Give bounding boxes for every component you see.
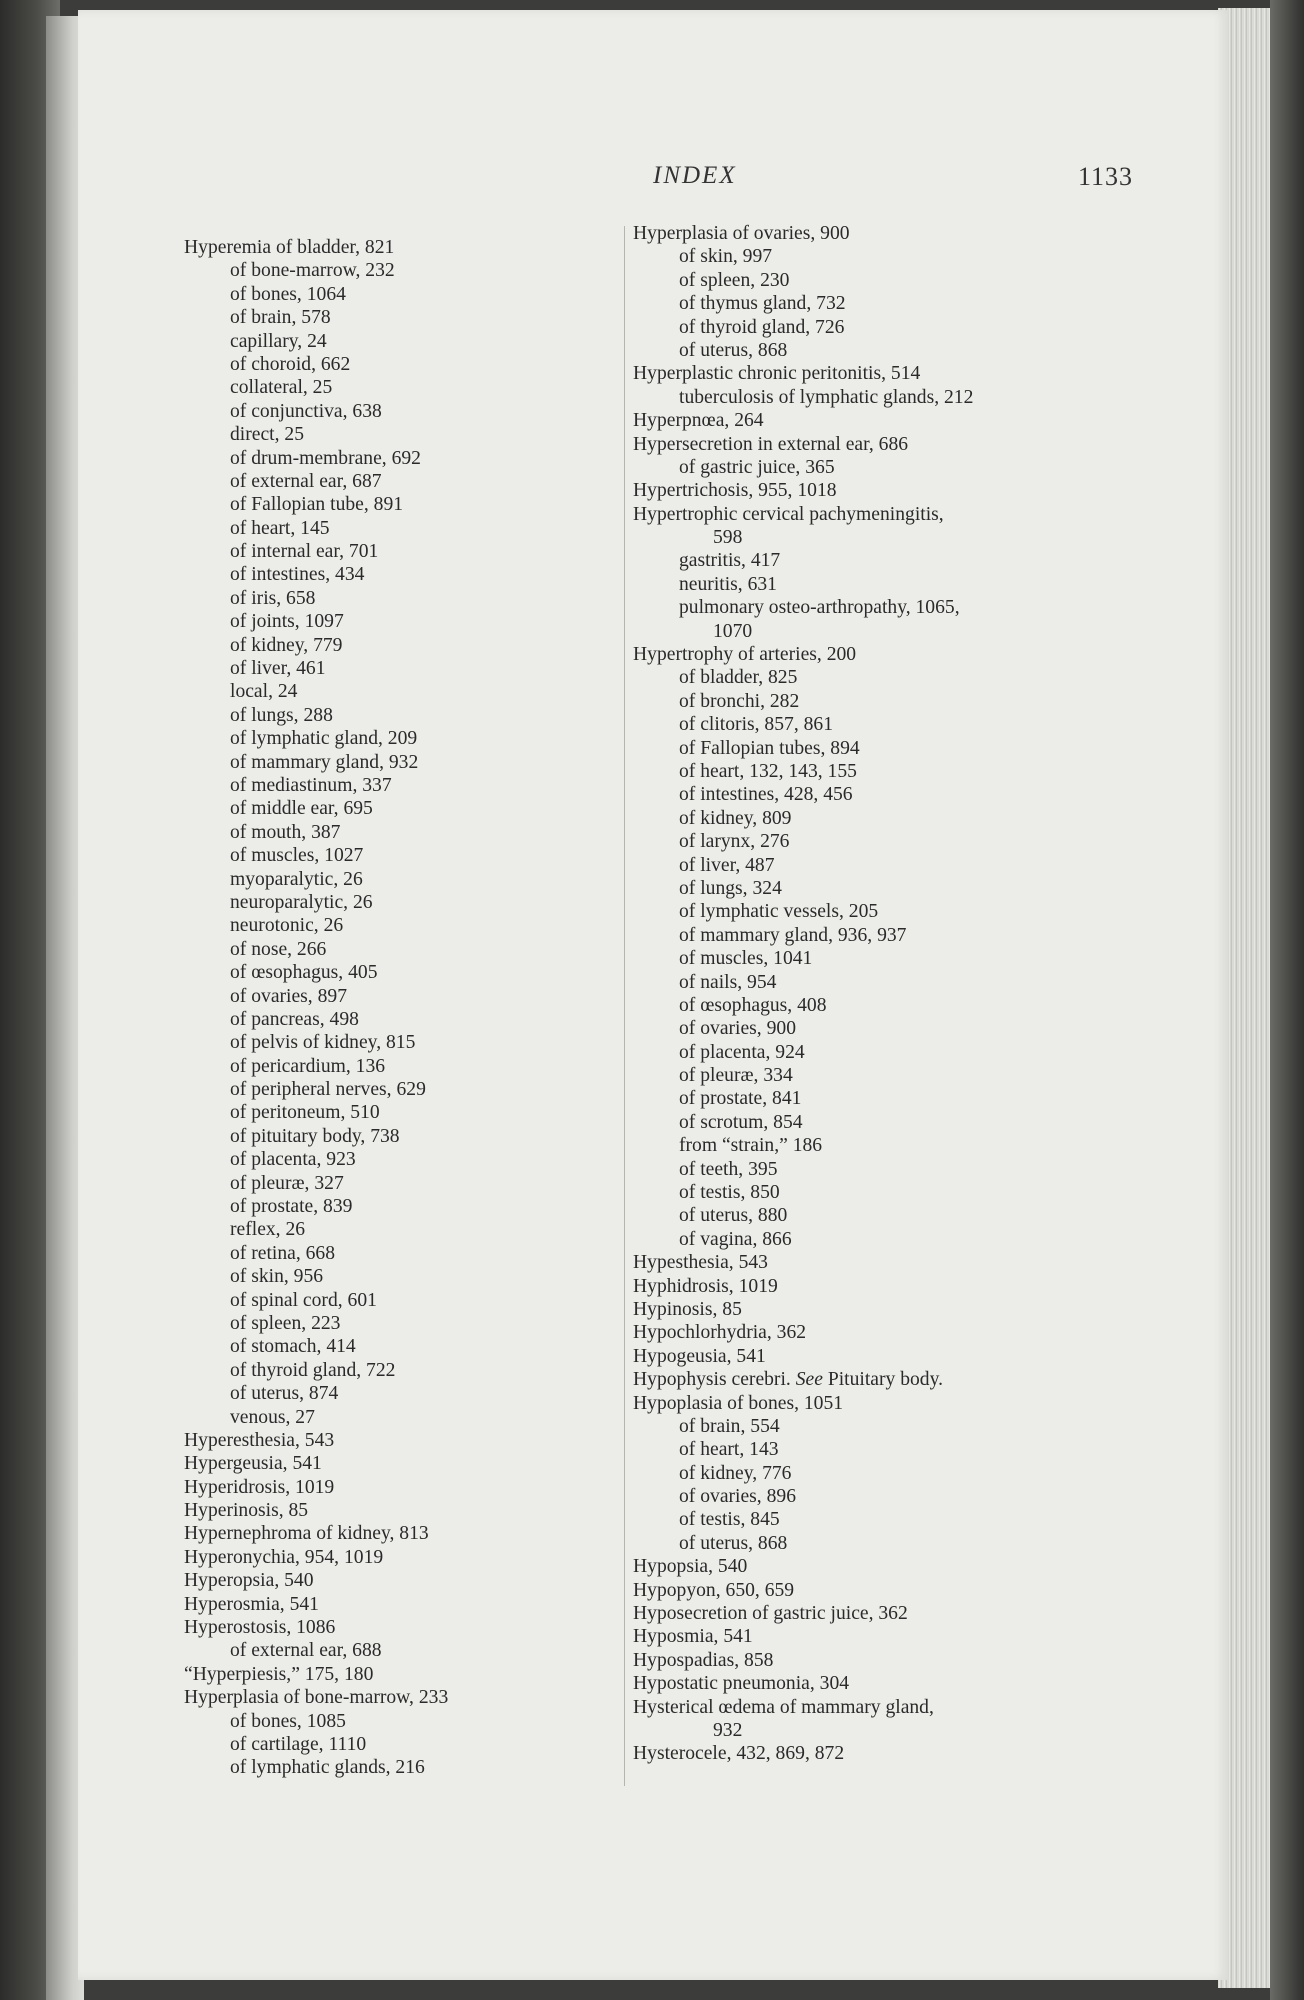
index-entry (184, 1429, 704, 1452)
index-entry (633, 900, 1193, 923)
index-entry-text: of external ear, 687 (230, 470, 382, 492)
index-entry (184, 1663, 704, 1686)
index-entry (184, 914, 704, 937)
index-entry (633, 1228, 1193, 1251)
index-entry-text: of testis, 850 (679, 1182, 780, 1204)
index-entry (184, 306, 704, 329)
index-entry (633, 1462, 1193, 1485)
index-entry-text: of skin, 997 (679, 246, 773, 268)
index-column-left (184, 236, 704, 1780)
index-entry (184, 259, 704, 282)
index-entry (633, 479, 1193, 502)
index-entry-text: of bronchi, 282 (679, 690, 800, 712)
index-entry (633, 526, 1193, 549)
index-entry-text: Hypinosis, 85 (633, 1298, 742, 1320)
index-entry (633, 409, 1193, 432)
index-entry (633, 222, 1193, 245)
index-entry-text: of muscles, 1041 (679, 948, 813, 970)
index-entry (633, 1555, 1193, 1578)
index-entry (633, 1321, 1193, 1344)
index-entry-text: neuritis, 631 (679, 573, 777, 595)
index-entry-text: “Hyperpiesis,” 175, 180 (184, 1663, 374, 1685)
index-entry-text: 1070 (713, 620, 753, 642)
index-entry (633, 924, 1193, 947)
index-entry (184, 1710, 704, 1733)
index-entry-text: of ovaries, 900 (679, 1018, 796, 1040)
running-head: INDEX (653, 162, 737, 189)
index-entry (633, 316, 1193, 339)
index-entry-text: of drum-membrane, 692 (230, 447, 421, 469)
index-entry-text: of ovaries, 896 (679, 1486, 796, 1508)
index-entry-text: Hypergeusia, 541 (184, 1453, 322, 1475)
index-entry-text: of clitoris, 857, 861 (679, 714, 834, 736)
index-entry (633, 1438, 1193, 1461)
index-entry (184, 1125, 704, 1148)
index-entry-text: of choroid, 662 (230, 353, 351, 375)
index-entry-text: of kidney, 779 (230, 634, 343, 656)
index-entry (184, 1382, 704, 1405)
index-entry (184, 1476, 704, 1499)
index-entry-text: direct, 25 (230, 424, 304, 446)
see-reference-target: Pituitary body. (827, 1369, 944, 1391)
index-entry (633, 1041, 1193, 1064)
index-entry-text: of muscles, 1027 (230, 845, 364, 867)
index-entry (184, 985, 704, 1008)
index-entry (184, 868, 704, 891)
book-page (78, 10, 1228, 1980)
index-entry (184, 961, 704, 984)
index-entry-text: of iris, 658 (230, 587, 316, 609)
index-entry-text: Hypopsia, 540 (633, 1556, 748, 1578)
index-entry-text: Hypersecretion in external ear, 686 (633, 433, 909, 455)
index-entry-text: Hypophysis cerebri. (633, 1369, 791, 1391)
index-entry-text: Hypogeusia, 541 (633, 1345, 766, 1367)
index-entry (633, 1087, 1193, 1110)
index-entry (633, 1719, 1193, 1742)
index-entry-text: of mediastinum, 337 (230, 774, 392, 796)
index-entry-text: Hyphidrosis, 1019 (633, 1275, 778, 1297)
index-entry (633, 737, 1193, 760)
index-entry-text: of scrotum, 854 (679, 1111, 803, 1133)
index-entry-text: of peritoneum, 510 (230, 1102, 380, 1124)
index-entry (184, 1546, 704, 1569)
index-entry (633, 1579, 1193, 1602)
index-entry (633, 1649, 1193, 1672)
index-entry (184, 1616, 704, 1639)
index-entry (633, 1625, 1193, 1648)
index-entry (633, 994, 1193, 1017)
index-entry-text: 598 (713, 527, 743, 549)
index-entry-text: of kidney, 776 (679, 1462, 792, 1484)
index-entry (184, 447, 704, 470)
index-entry (184, 938, 704, 961)
index-entry-text: of vagina, 866 (679, 1228, 792, 1250)
index-entry-text: Hyperonychia, 954, 1019 (184, 1546, 384, 1568)
index-entry (184, 727, 704, 750)
page-number: 1133 (1078, 162, 1134, 191)
index-entry (184, 353, 704, 376)
index-entry-text: of thymus gland, 732 (679, 293, 846, 315)
index-entry (633, 1181, 1193, 1204)
index-entry (184, 1406, 704, 1429)
index-entry (184, 751, 704, 774)
index-entry (184, 1031, 704, 1054)
index-entry (184, 283, 704, 306)
index-entry-text: Hypostatic pneumonia, 304 (633, 1673, 850, 1695)
index-entry (633, 1017, 1193, 1040)
index-entry (633, 1251, 1193, 1274)
index-entry-text: Hypernephroma of kidney, 813 (184, 1523, 429, 1545)
index-entry-text: of mammary gland, 932 (230, 751, 419, 773)
index-entry (184, 1218, 704, 1241)
index-column-right (633, 222, 1193, 1766)
index-entry-text: of brain, 554 (679, 1415, 780, 1437)
index-entry (633, 456, 1193, 479)
index-entry (184, 1686, 704, 1709)
index-entry-text: of liver, 461 (230, 658, 326, 680)
index-entry (184, 680, 704, 703)
index-entry (633, 1368, 1193, 1391)
index-entry (633, 760, 1193, 783)
index-entry (184, 1101, 704, 1124)
index-entry (184, 704, 704, 727)
index-entry (633, 596, 1193, 619)
index-entry-text: of retina, 668 (230, 1242, 336, 1264)
index-entry-text: of liver, 487 (679, 854, 775, 876)
index-entry-text: Hypospadias, 858 (633, 1649, 774, 1671)
index-entry-text: Hyperinosis, 85 (184, 1500, 309, 1522)
index-entry (184, 236, 704, 259)
index-entry (633, 830, 1193, 853)
index-entry-text: of uterus, 880 (679, 1205, 788, 1227)
index-entry-text: of heart, 143 (679, 1439, 779, 1461)
index-entry-text: of joints, 1097 (230, 611, 344, 633)
index-entry-text: of lymphatic glands, 216 (230, 1757, 425, 1779)
index-entry (184, 493, 704, 516)
index-entry (633, 666, 1193, 689)
index-entry-text: Hypertrophy of arteries, 200 (633, 644, 857, 666)
index-entry-text: of mammary gland, 936, 937 (679, 924, 907, 946)
index-entry-text: of Fallopian tubes, 894 (679, 737, 860, 759)
index-entry-text: of pelvis of kidney, 815 (230, 1032, 416, 1054)
index-entry-text: of spleen, 230 (679, 269, 790, 291)
index-entry-text: of mouth, 387 (230, 821, 341, 843)
index-entry (633, 1345, 1193, 1368)
index-entry-text: of lymphatic gland, 209 (230, 728, 418, 750)
index-entry-text: of lymphatic vessels, 205 (679, 901, 879, 923)
index-entry (633, 1064, 1193, 1087)
index-entry (633, 971, 1193, 994)
index-entry (184, 774, 704, 797)
index-entry-text: of pleuræ, 327 (230, 1172, 344, 1194)
index-entry-text: capillary, 24 (230, 330, 327, 352)
index-entry-text: of ovaries, 897 (230, 985, 347, 1007)
index-entry-text: local, 24 (230, 681, 298, 703)
index-entry (184, 400, 704, 423)
index-entry-text: of pancreas, 498 (230, 1008, 359, 1030)
index-entry (184, 1335, 704, 1358)
index-entry-text: Hyperesthesia, 543 (184, 1429, 335, 1451)
index-entry (633, 947, 1193, 970)
index-entry-text: from “strain,” 186 (679, 1135, 823, 1157)
index-entry-text: of stomach, 414 (230, 1336, 356, 1358)
index-entry-text: of thyroid gland, 726 (679, 316, 845, 338)
index-entry (184, 1008, 704, 1031)
index-entry-text: Hyperemia of bladder, 821 (184, 237, 395, 258)
index-entry (633, 1275, 1193, 1298)
index-entry (633, 690, 1193, 713)
index-entry (633, 1392, 1193, 1415)
index-entry-text: of spleen, 223 (230, 1312, 341, 1334)
index-entry-text: of placenta, 923 (230, 1149, 356, 1171)
index-entry (633, 1742, 1193, 1765)
index-entry-text: of prostate, 841 (679, 1088, 802, 1110)
index-entry-text: of brain, 578 (230, 307, 331, 329)
index-entry (184, 470, 704, 493)
index-entry-text: venous, 27 (230, 1406, 315, 1428)
index-entry (184, 517, 704, 540)
index-entry-text: Hypoplasia of bones, 1051 (633, 1392, 844, 1414)
index-entry (184, 1359, 704, 1382)
index-entry-text: neuroparalytic, 26 (230, 891, 373, 913)
index-entry-text: Hypopyon, 650, 659 (633, 1579, 795, 1601)
index-entry (184, 376, 704, 399)
index-entry-text: of thyroid gland, 722 (230, 1359, 396, 1381)
index-entry (184, 1242, 704, 1265)
index-entry-text: of cartilage, 1110 (230, 1734, 367, 1755)
index-entry (184, 1756, 704, 1779)
index-entry (184, 844, 704, 867)
index-entry-text: Hypertrichosis, 955, 1018 (633, 480, 837, 502)
index-entry (633, 549, 1193, 572)
index-entry-text: myoparalytic, 26 (230, 868, 363, 890)
index-entry-text: of uterus, 868 (679, 1532, 788, 1554)
index-entry-text: of testis, 845 (679, 1509, 780, 1531)
index-entry (633, 713, 1193, 736)
index-entry (184, 634, 704, 657)
scan-background-right (1270, 0, 1304, 2000)
index-entry (184, 330, 704, 353)
index-entry (633, 1672, 1193, 1695)
index-entry (184, 563, 704, 586)
index-entry (633, 269, 1193, 292)
index-entry-text: of kidney, 809 (679, 807, 792, 829)
index-entry-text: of pleuræ, 334 (679, 1065, 793, 1087)
index-entry-text: of bones, 1085 (230, 1710, 346, 1732)
index-entry (184, 610, 704, 633)
index-entry-text: 932 (713, 1720, 743, 1741)
index-entry-text: of bone-marrow, 232 (230, 260, 395, 282)
index-entry-text: reflex, 26 (230, 1219, 306, 1241)
index-entry (633, 245, 1193, 268)
index-entry-text: of conjunctiva, 638 (230, 400, 382, 422)
index-entry-text: of œsophagus, 405 (230, 962, 378, 984)
index-entry (184, 1148, 704, 1171)
index-entry (633, 503, 1193, 526)
index-entry (184, 1452, 704, 1475)
index-entry-text: of larynx, 276 (679, 831, 790, 853)
index-entry (633, 339, 1193, 362)
index-entry (633, 433, 1193, 456)
index-entry-text: of prostate, 839 (230, 1196, 353, 1218)
index-entry-text: tuberculosis of lymphatic glands, 212 (679, 386, 974, 408)
index-entry (633, 1415, 1193, 1438)
index-entry (633, 573, 1193, 596)
index-entry-text: Hyposecretion of gastric juice, 362 (633, 1603, 908, 1625)
index-entry-text: Hyposmia, 541 (633, 1626, 753, 1648)
index-entry (633, 877, 1193, 900)
index-entry-text: of lungs, 324 (679, 877, 782, 899)
index-entry-text: of nails, 954 (679, 971, 777, 993)
index-entry-text: of Fallopian tube, 891 (230, 494, 404, 516)
index-entry-text: of spinal cord, 601 (230, 1289, 377, 1311)
index-entry (184, 891, 704, 914)
index-entry-text: of intestines, 428, 456 (679, 784, 853, 806)
index-entry (184, 1055, 704, 1078)
index-entry-text: Hyperopsia, 540 (184, 1570, 314, 1592)
index-entry-text: Hyperpnœa, 264 (633, 410, 764, 432)
index-entry-text: of œsophagus, 408 (679, 994, 827, 1016)
index-entry-text: of lungs, 288 (230, 704, 333, 726)
index-entry (633, 1158, 1193, 1181)
index-entry (633, 386, 1193, 409)
index-entry-text: of pericardium, 136 (230, 1055, 386, 1077)
index-entry-text: of internal ear, 701 (230, 541, 379, 563)
index-entry (184, 540, 704, 563)
index-entry (184, 587, 704, 610)
index-entry-text: of middle ear, 695 (230, 798, 373, 820)
index-entry-text: Hypertrophic cervical pachymeningitis, (633, 503, 944, 525)
index-entry-text: of bones, 1064 (230, 283, 346, 305)
index-entry (184, 1569, 704, 1592)
index-entry (184, 821, 704, 844)
index-entry-text: Hyperidrosis, 1019 (184, 1476, 335, 1498)
index-entry-text: of skin, 956 (230, 1266, 324, 1288)
index-entry (633, 1204, 1193, 1227)
page-header (78, 162, 1228, 202)
index-entry (184, 1733, 704, 1756)
index-entry-text: Hypesthesia, 543 (633, 1252, 768, 1274)
index-entry (633, 1508, 1193, 1531)
index-entry-text: of heart, 145 (230, 517, 330, 539)
index-entry (633, 854, 1193, 877)
index-entry (184, 423, 704, 446)
index-entry-text: of teeth, 395 (679, 1158, 778, 1180)
index-entry-text: of pituitary body, 738 (230, 1125, 400, 1147)
index-entry-text: of uterus, 874 (230, 1383, 339, 1405)
index-entry (184, 797, 704, 820)
index-entry (633, 807, 1193, 830)
index-entry (184, 1078, 704, 1101)
index-entry (633, 1696, 1193, 1719)
index-entry-text: Hyperplasia of ovaries, 900 (633, 223, 850, 244)
index-entry (633, 620, 1193, 643)
index-entry-text: gastritis, 417 (679, 550, 781, 572)
index-entry-text: of gastric juice, 365 (679, 456, 835, 478)
index-entry (633, 1485, 1193, 1508)
index-entry (633, 643, 1193, 666)
index-entry (633, 292, 1193, 315)
index-entry-text: of placenta, 924 (679, 1041, 805, 1063)
index-entry-text: of nose, 266 (230, 938, 327, 960)
index-entry (184, 1312, 704, 1335)
index-entry (184, 657, 704, 680)
index-entry-text: of bladder, 825 (679, 667, 798, 689)
index-entry-text: Hyperplasia of bone-marrow, 233 (184, 1687, 449, 1709)
see-reference-label: See (795, 1369, 823, 1391)
index-entry-text: Hyperosmia, 541 (184, 1593, 319, 1615)
index-entry-text: collateral, 25 (230, 377, 333, 399)
index-entry-text: neurotonic, 26 (230, 915, 344, 937)
index-entry (184, 1499, 704, 1522)
index-entry-text: Hysterocele, 432, 869, 872 (633, 1743, 845, 1765)
index-entry-text: Hyperostosis, 1086 (184, 1617, 336, 1639)
index-entry-text: pulmonary osteo-arthropathy, 1065, (679, 597, 960, 619)
index-entry (184, 1289, 704, 1312)
index-entry (633, 1134, 1193, 1157)
index-entry-text: Hypochlorhydria, 362 (633, 1322, 807, 1344)
index-entry (633, 1532, 1193, 1555)
index-entry (184, 1522, 704, 1545)
index-entry (633, 1602, 1193, 1625)
index-entry-text: of intestines, 434 (230, 564, 365, 586)
index-entry (184, 1639, 704, 1662)
index-entry (633, 1111, 1193, 1134)
index-entry (184, 1593, 704, 1616)
index-entry (184, 1172, 704, 1195)
index-entry (633, 362, 1193, 385)
index-entry-text: Hysterical œdema of mammary gland, (633, 1696, 934, 1718)
index-entry-text: of external ear, 688 (230, 1640, 382, 1662)
index-entry (184, 1265, 704, 1288)
index-entry (184, 1195, 704, 1218)
index-entry (633, 1298, 1193, 1321)
index-entry-text: of uterus, 868 (679, 339, 788, 361)
index-entry (633, 783, 1193, 806)
index-entry-text: Hyperplastic chronic peritonitis, 514 (633, 363, 921, 385)
index-entry-text: of heart, 132, 143, 155 (679, 760, 857, 782)
index-entry-text: of peripheral nerves, 629 (230, 1079, 426, 1101)
